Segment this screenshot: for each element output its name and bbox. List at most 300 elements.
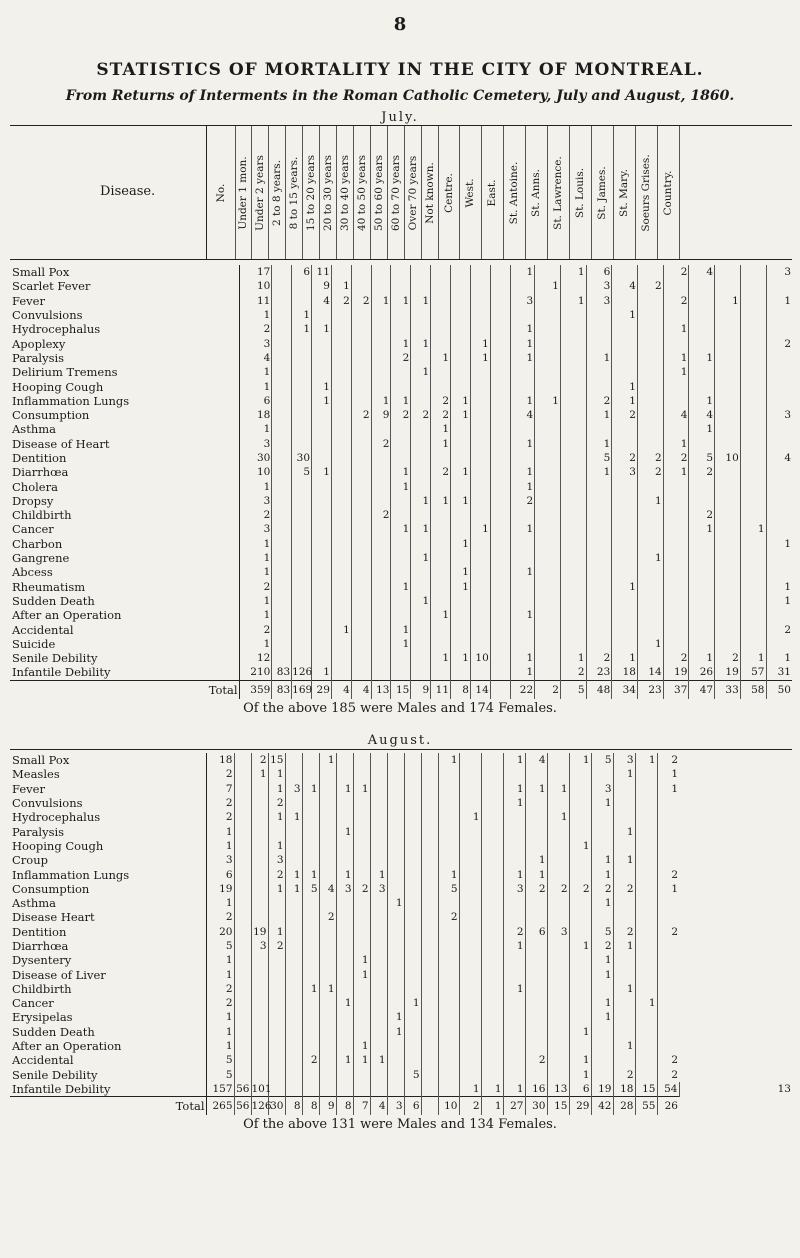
table-cell [637, 294, 663, 308]
table-cell [451, 451, 471, 465]
table-cell: 26 [689, 665, 715, 680]
table-cell: 1 [353, 1053, 370, 1067]
table-cell [637, 422, 663, 436]
disease-name: Dentition [10, 925, 206, 939]
table-cell [490, 408, 510, 422]
table-cell [525, 1025, 547, 1039]
table-cell [591, 824, 613, 838]
column-header-cell [268, 126, 286, 259]
table-cell [535, 594, 561, 608]
table-cell: 1 [285, 810, 302, 824]
table-cell [387, 996, 404, 1010]
table-cell [292, 565, 312, 579]
table-cell [292, 637, 312, 651]
table-cell: 10 [239, 465, 272, 479]
table-cell [302, 910, 319, 924]
table-cell: 1 [510, 651, 535, 665]
table-cell: 2 [637, 465, 663, 479]
table-cell [431, 537, 451, 551]
table-row [10, 422, 792, 436]
column-header-label: Country. [662, 170, 674, 215]
table-row [10, 767, 792, 781]
table-cell [285, 939, 302, 953]
table-cell [740, 422, 766, 436]
table-cell [481, 824, 503, 838]
disease-name: Disease Heart [10, 910, 206, 924]
table-cell: 4 [312, 294, 332, 308]
table-cell [331, 394, 351, 408]
table-cell [371, 537, 391, 551]
table-cell [663, 594, 689, 608]
table-cell [431, 322, 451, 336]
table-cell [431, 451, 451, 465]
disease-name: Paralysis [10, 824, 206, 838]
table-cell [404, 967, 421, 981]
table-cell [451, 479, 471, 493]
table-cell [481, 1025, 503, 1039]
table-cell [411, 451, 431, 465]
table-cell [470, 622, 490, 636]
table-cell: 1 [302, 867, 319, 881]
table-cell: 1 [239, 537, 272, 551]
july-summary: Of the above 185 were Males and 174 Females. [243, 701, 557, 716]
table-cell [657, 810, 679, 824]
table-cell [431, 622, 451, 636]
table-cell [612, 622, 638, 636]
table-cell [569, 953, 591, 967]
table-cell: 1 [560, 265, 586, 279]
table-cell: 1 [404, 996, 421, 1010]
table-cell [740, 351, 766, 365]
table-cell [387, 967, 404, 981]
table-cell [312, 580, 332, 594]
table-cell [586, 336, 612, 350]
disease-name: Cholera [10, 479, 239, 493]
table-cell [459, 796, 481, 810]
table-cell [272, 580, 292, 594]
table-cell [525, 1039, 547, 1053]
table-cell: 1 [268, 810, 285, 824]
table-cell: 1 [302, 982, 319, 996]
table-cell [715, 279, 741, 293]
table-cell: 2 [613, 925, 635, 939]
disease-name: Charbon [10, 537, 239, 551]
table-cell: 1 [387, 896, 404, 910]
table-cell [612, 322, 638, 336]
table-cell [663, 537, 689, 551]
table-cell [481, 782, 503, 796]
table-cell [353, 796, 370, 810]
column-header-label: 8 to 15 years. [287, 156, 300, 229]
table-cell [404, 925, 421, 939]
table-cell: 17 [239, 265, 272, 279]
table-cell [490, 394, 510, 408]
table-cell [331, 508, 351, 522]
table-cell [312, 522, 332, 536]
table-cell: 50 [766, 680, 792, 699]
table-cell [535, 651, 561, 665]
table-cell [268, 896, 285, 910]
table-cell [251, 1010, 268, 1024]
table-cell: 1 [239, 565, 272, 579]
table-cell: 1 [510, 351, 535, 365]
table-cell [312, 351, 332, 365]
table-cell: 5 [591, 925, 613, 939]
table-cell: 19 [591, 1082, 613, 1097]
table-cell: 4 [239, 351, 272, 365]
table-cell: 6 [206, 867, 234, 881]
table-cell [302, 1082, 319, 1097]
table-cell [663, 580, 689, 594]
table-cell [421, 782, 438, 796]
table-cell: 1 [586, 408, 612, 422]
table-cell [438, 839, 459, 853]
table-cell [404, 853, 421, 867]
table-cell [560, 422, 586, 436]
table-cell [331, 437, 351, 451]
table-cell [411, 308, 431, 322]
table-cell [689, 608, 715, 622]
table-cell [635, 896, 657, 910]
table-cell [285, 925, 302, 939]
table-cell [411, 608, 431, 622]
table-cell: 2 [411, 408, 431, 422]
table-row [10, 882, 792, 896]
table-cell: 56 [234, 1097, 251, 1116]
table-cell: 1 [285, 867, 302, 881]
table-cell [689, 279, 715, 293]
table-cell [470, 580, 490, 594]
column-header-label: East. [486, 179, 498, 206]
table-cell: 1 [411, 294, 431, 308]
table-cell: 29 [569, 1097, 591, 1116]
table-row [10, 1082, 792, 1097]
table-row [10, 594, 792, 608]
table-cell: 1 [206, 839, 234, 853]
disease-name: Dropsy [10, 494, 239, 508]
table-cell [525, 982, 547, 996]
table-cell [637, 522, 663, 536]
table-cell: 1 [481, 1082, 503, 1097]
table-cell: 1 [637, 551, 663, 565]
table-cell [663, 508, 689, 522]
table-cell [331, 379, 351, 393]
table-cell [740, 622, 766, 636]
table-row [10, 753, 792, 767]
table-cell [591, 767, 613, 781]
table-cell [438, 767, 459, 781]
table-cell [404, 882, 421, 896]
table-cell [251, 967, 268, 981]
table-cell [586, 622, 612, 636]
table-cell [560, 622, 586, 636]
table-cell [715, 551, 741, 565]
table-cell [234, 1039, 251, 1053]
table-cell [404, 753, 421, 767]
column-header-label: St. Antoine. [508, 161, 520, 224]
table-cell: 2 [663, 451, 689, 465]
table-cell [438, 782, 459, 796]
table-cell [657, 996, 679, 1010]
table-cell [535, 551, 561, 565]
table-cell: 1 [239, 551, 272, 565]
table-cell: 1 [470, 351, 490, 365]
table-row [10, 351, 792, 365]
table-cell [560, 394, 586, 408]
table-cell: 3 [268, 853, 285, 867]
table-cell [292, 479, 312, 493]
table-cell [234, 939, 251, 953]
table-cell [371, 479, 391, 493]
table-cell [404, 824, 421, 838]
table-row [10, 996, 792, 1010]
table-cell [663, 522, 689, 536]
table-cell [635, 810, 657, 824]
table-cell [490, 565, 510, 579]
table-cell [459, 1068, 481, 1082]
table-cell [411, 322, 431, 336]
table-cell: 1 [612, 394, 638, 408]
table-cell [560, 580, 586, 594]
table-cell [370, 996, 387, 1010]
table-cell: 3 [239, 522, 272, 536]
table-row [10, 665, 792, 680]
table-cell [351, 594, 371, 608]
table-cell [560, 494, 586, 508]
table-cell [459, 753, 481, 767]
table-cell [411, 465, 431, 479]
table-cell [715, 351, 741, 365]
disease-name: Fever [10, 782, 206, 796]
table-cell: 2 [671, 925, 678, 938]
table-cell [715, 394, 741, 408]
table-cell [285, 1082, 302, 1097]
table-cell [535, 537, 561, 551]
table-cell [268, 996, 285, 1010]
table-cell [272, 522, 292, 536]
table-cell: 1 [503, 796, 525, 810]
table-cell [766, 279, 792, 293]
table-cell [371, 336, 391, 350]
table-cell: 1 [371, 294, 391, 308]
table-cell [272, 551, 292, 565]
table-cell [285, 1068, 302, 1082]
table-cell [459, 967, 481, 981]
table-row [10, 839, 792, 853]
table-cell: 1 [239, 479, 272, 493]
table-cell [272, 537, 292, 551]
table-cell [268, 824, 285, 838]
table-cell [470, 608, 490, 622]
table-cell: 3 [591, 782, 613, 796]
table-cell: 1 [459, 1082, 481, 1097]
table-cell [353, 939, 370, 953]
table-cell: 1 [612, 379, 638, 393]
table-cell: 15 [268, 753, 285, 767]
table-cell [387, 839, 404, 853]
table-cell [459, 1053, 481, 1067]
table-cell [234, 882, 251, 896]
table-cell [635, 925, 657, 939]
table-cell [459, 996, 481, 1010]
table-cell [657, 796, 679, 810]
table-cell [319, 939, 336, 953]
table-cell [391, 651, 411, 665]
table-cell: 19 [206, 882, 234, 896]
table-cell: 1 [591, 953, 613, 967]
table-cell [591, 982, 613, 996]
table-cell: 1 [591, 967, 613, 981]
column-header-cell [285, 126, 303, 259]
table-cell [234, 796, 251, 810]
table-cell [312, 451, 332, 465]
table-cell [470, 437, 490, 451]
table-cell: 2 [637, 451, 663, 465]
table-cell [481, 810, 503, 824]
table-cell [637, 351, 663, 365]
table-cell [569, 796, 591, 810]
table-cell [336, 839, 353, 853]
table-cell [740, 508, 766, 522]
table-cell: 31 [777, 666, 791, 679]
table-cell [635, 939, 657, 953]
table-cell [319, 867, 336, 881]
table-cell: 2 [663, 651, 689, 665]
table-cell: 1 [239, 365, 272, 379]
table-cell [319, 953, 336, 967]
column-header-label: St. Mary. [618, 168, 630, 217]
table-cell: 1 [569, 1068, 591, 1082]
table-cell [535, 437, 561, 451]
table-cell: 2 [591, 939, 613, 953]
table-cell [411, 351, 431, 365]
table-cell [411, 265, 431, 279]
table-cell [766, 437, 792, 451]
table-cell [663, 336, 689, 350]
table-cell [490, 551, 510, 565]
table-cell [613, 782, 635, 796]
disease-name: Infantile Debility [10, 665, 239, 680]
table-cell [251, 1068, 268, 1082]
table-cell [251, 796, 268, 810]
table-cell [272, 308, 292, 322]
table-cell: 1 [206, 967, 234, 981]
table-cell: 1 [391, 580, 411, 594]
table-cell [319, 996, 336, 1010]
table-cell [251, 1053, 268, 1067]
table-cell [351, 479, 371, 493]
table-cell: 27 [503, 1097, 525, 1116]
table-cell: 30 [268, 1097, 285, 1116]
table-cell: 1 [371, 394, 391, 408]
table-cell: 2 [206, 810, 234, 824]
table-cell: 30 [525, 1097, 547, 1116]
table-cell [421, 967, 438, 981]
table-cell [438, 853, 459, 867]
table-cell [459, 896, 481, 910]
table-cell [547, 982, 569, 996]
table-cell [371, 279, 391, 293]
table-cell: 11 [239, 294, 272, 308]
table-cell: 3 [336, 882, 353, 896]
table-cell: 1 [451, 408, 471, 422]
table-cell [657, 1039, 679, 1053]
table-row [10, 810, 792, 824]
table-cell [370, 1039, 387, 1053]
table-cell [292, 365, 312, 379]
table-cell [331, 351, 351, 365]
table-cell [411, 622, 431, 636]
table-cell [635, 782, 657, 796]
table-cell: 4 [689, 408, 715, 422]
table-cell [251, 839, 268, 853]
table-cell: 1 [510, 265, 535, 279]
column-header-cell [503, 126, 526, 259]
table-cell [481, 982, 503, 996]
table-cell: 5 [404, 1068, 421, 1082]
table-cell [272, 336, 292, 350]
table-cell [370, 1068, 387, 1082]
table-cell [312, 508, 332, 522]
table-cell [591, 1025, 613, 1039]
table-cell [351, 265, 371, 279]
table-cell [740, 308, 766, 322]
table-cell [331, 565, 351, 579]
table-cell: 2 [612, 451, 638, 465]
table-cell [370, 896, 387, 910]
table-cell [715, 422, 741, 436]
table-cell [637, 265, 663, 279]
table-cell [510, 422, 535, 436]
table-cell [547, 824, 569, 838]
table-cell [569, 853, 591, 867]
table-cell [715, 522, 741, 536]
table-cell: 6 [404, 1097, 421, 1116]
table-cell: 2 [206, 796, 234, 810]
table-cell: 42 [591, 1097, 613, 1116]
table-cell [353, 996, 370, 1010]
table-cell [547, 853, 569, 867]
table-cell: 10 [470, 651, 490, 665]
table-cell [470, 451, 490, 465]
table-cell: 15 [391, 680, 411, 699]
table-cell [569, 824, 591, 838]
table-cell: 9 [411, 680, 431, 699]
table-cell [336, 925, 353, 939]
table-cell: 1 [239, 422, 272, 436]
table-cell [525, 839, 547, 853]
table-cell [319, 839, 336, 853]
table-cell: 3 [503, 882, 525, 896]
table-cell [292, 351, 312, 365]
disease-name: Hydrocephalus [10, 322, 239, 336]
table-cell: 2 [784, 623, 791, 636]
table-cell [525, 1010, 547, 1024]
table-cell [312, 594, 332, 608]
table-cell [547, 1053, 569, 1067]
column-header-cell [421, 126, 439, 259]
table-cell [481, 1068, 503, 1082]
august-title: August. [367, 733, 433, 748]
table-cell: 1 [689, 394, 715, 408]
table-cell [351, 308, 371, 322]
table-cell [689, 379, 715, 393]
table-cell [404, 1039, 421, 1053]
table-cell [312, 408, 332, 422]
table-cell: 5 [206, 939, 234, 953]
table-cell [490, 351, 510, 365]
table-cell [404, 767, 421, 781]
